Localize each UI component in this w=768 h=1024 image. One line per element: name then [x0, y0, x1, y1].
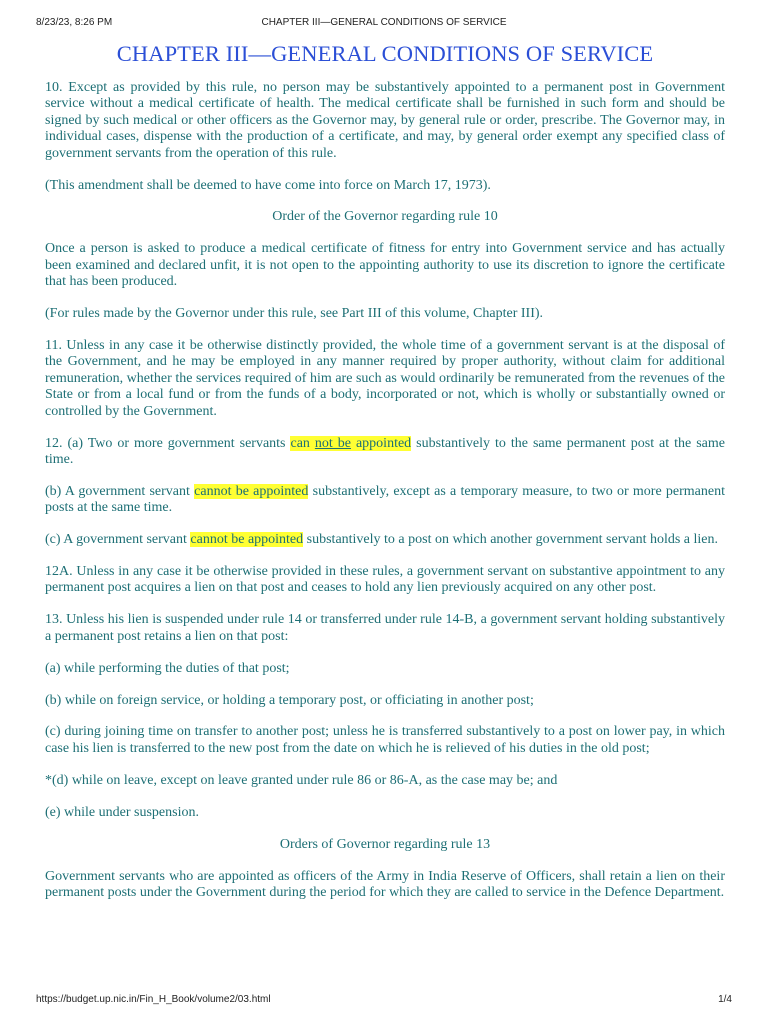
rule-13e-item: (e) while under suspension. — [45, 804, 199, 820]
rule-12a-text-after: substantively to the same permanent post at the same time. — [45, 435, 725, 467]
highlighted-phrase — [290, 436, 411, 451]
rule-12b-text-before: (b) A government servant — [45, 483, 195, 499]
underlined-phrase: not be — [314, 435, 351, 451]
orders-rule-13-heading: Orders of Governor regarding rule 13 — [279, 836, 491, 852]
print-footer — [0, 994, 768, 1008]
rule-12A-paragraph: 12A. Unless in any case it be otherwise provided in these rules, a government servant on substantive appointment to any permanent post acquires a lien on that post and ceases to hold any lien previously acquired on any other post. — [45, 564, 725, 596]
rule-13c-item: (c) during joining time on transfer to another post; unless he is transferred substantively to a post on lower pay, in which case his lien is transferred to the new post from the date on which he is relieved of his duties in the old post; — [45, 724, 725, 756]
highlighted-phrase: cannot be appointed — [194, 483, 309, 499]
rule-13b-item: (b) while on foreign service, or holding a temporary post, or officiating in another post; — [45, 692, 534, 708]
rule-12b-text-after: substantively, except as a temporary measure, to two or more permanent posts at the same time. — [45, 483, 725, 516]
highlighted-phrase: cannot be appointed — [190, 532, 304, 548]
print-url: https://budget.up.nic.in/Fin_H_Book/volume2/03.html — [36, 994, 271, 1005]
order-rule-10-text: Once a person is asked to produce a medical certificate of fitness for entry into Government service and has actually been examined and declared unfit, it is not open to the appointing authority to use its discretion to ignore the certificate that has been produced. — [45, 241, 725, 290]
rules-reference-note: (For rules made by the Governor under this rule, see Part III of this volume, Chapter III). — [45, 306, 544, 322]
rule-11-paragraph: 11. Unless in any case it be otherwise distinctly provided, the whole time of a government servant is at the disposal of the Government, and he may be employed in any manner required by proper authority, without claim for additional remuneration, whether the services required of him are such as would ordinarily be remunerated from the revenues of the State or from a local fund or from the funds of a body, incorporated or not, which is wholly or substantially owned or controlled by the Government. — [45, 337, 725, 419]
rule-12c-text-before: (c) A government servant — [45, 532, 191, 548]
highlight-text-part2: appointed — [350, 435, 412, 451]
rule-13a-item: (a) while performing the duties of that post; — [45, 660, 290, 676]
order-rule-10-heading: Order of the Governor regarding rule 10 — [272, 209, 498, 225]
highlight-text-part1: can — [290, 435, 315, 451]
rule-12b-paragraph — [45, 484, 725, 517]
print-datetime: 8/23/23, 8:26 PM — [36, 17, 113, 28]
amendment-note: (This amendment shall be deemed to have come into force on March 17, 1973). — [45, 177, 491, 193]
rule-12c-paragraph — [45, 532, 725, 548]
orders-rule-13-text: Government servants who are appointed as officers of the Army in India Reserve of Officers, shall retain a lien on their permanent posts under the Government during the period for which they are called to service in the Defence Department. — [45, 868, 725, 900]
document-body — [45, 40, 725, 917]
rule-13d-item: *(d) while on leave, except on leave granted under rule 86 or 86-A, as the case may be; and — [45, 772, 558, 788]
rule-10-paragraph: 10. Except as provided by this rule, no person may be substantively appointed to a permanent post in Government service without a medical certificate of health. The medical certificate shall be furnished in such form and should be signed by such medical or other officers as the Governor may, by general rule or order, prescribe. The Governor may, in individual cases, dispense with the production of a certificate, and may, by general order exempt any specified class of government servants from the operation of this rule. — [45, 80, 725, 161]
rule-12c-text-after: substantively to a post on which another government servant holds a lien. — [303, 532, 719, 548]
print-page-number: 1/4 — [718, 994, 732, 1005]
chapter-heading: CHAPTER III—GENERAL CONDITIONS OF SERVICE — [116, 41, 654, 66]
rule-13-paragraph: 13. Unless his lien is suspended under rule 14 or transferred under rule 14-B, a government servant holding substantively a permanent post retains a lien on that post: — [45, 612, 725, 644]
rule-12a-paragraph — [45, 436, 725, 469]
rule-12a-text-before: 12. (a) Two or more government servants — [45, 435, 291, 451]
print-page-title: CHAPTER III—GENERAL CONDITIONS OF SERVICE — [261, 17, 507, 28]
print-header — [0, 17, 768, 31]
